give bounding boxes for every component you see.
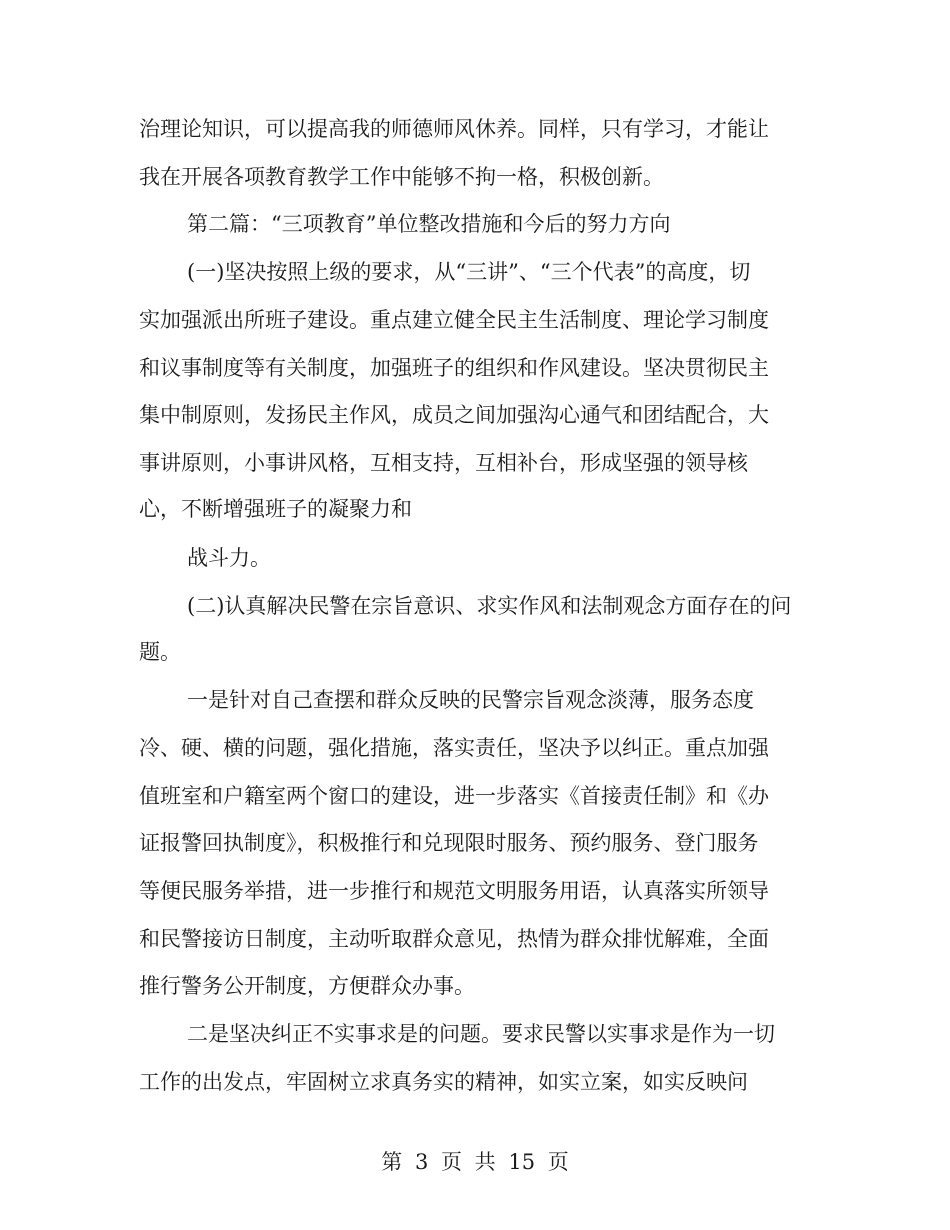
text-line: 一是针对自己查摆和群众反映的民警宗旨观念淡薄，服务态度: [187, 688, 754, 712]
text-line: 证报警回执制度》，积极推行和兑现限时服务、预约服务、登门服务: [139, 831, 759, 855]
text-line: 事讲原则，小事讲风格，互相支持，互相补台，形成坚强的领导核: [139, 451, 748, 475]
page-number: 第 3 页 共 15 页: [381, 1150, 569, 1174]
text-line: 二是坚决纠正不实事求是的问题。要求民警以实事求是作为一切: [187, 1022, 775, 1046]
text-line: 我在开展各项教育教学工作中能够不拘一格，积极创新。: [139, 165, 664, 189]
text-line: 值班室和户籍室两个窗口的建设，进一步落实《首接责任制》和《办: [139, 784, 769, 808]
text-line: 推行警务公开制度，方便群众办事。: [139, 974, 475, 998]
text-line: 等便民服务举措，进一步推行和规范文明服务用语，认真落实所领导: [139, 879, 769, 903]
text-line: 和议事制度等有关制度，加强班子的组织和作风建设。坚决贯彻民主: [139, 356, 769, 380]
text-line: 治理论知识，可以提高我的师德师风休养。同样，只有学习，才能让: [139, 117, 769, 141]
text-line: 集中制原则，发扬民主作风，成员之间加强沟心通气和团结配合，大: [139, 403, 769, 427]
text-line: 战斗力。: [187, 546, 271, 570]
section-heading: 第二篇：“三项教育”单位整改措施和今后的努力方向: [187, 212, 671, 236]
text-line: 冷、硬、横的问题，强化措施，落实责任，坚决予以纠正。重点加强: [139, 736, 769, 760]
text-line: 和民警接访日制度，主动听取群众意见，热情为群众排忧解难，全面: [139, 927, 769, 951]
text-line: 心，不断增强班子的凝聚力和: [139, 497, 412, 521]
text-line: 题。: [139, 640, 181, 664]
text-line: 实加强派出所班子建设。重点建立健全民主生活制度、理论学习制度: [139, 308, 769, 332]
text-line: 工作的出发点，牢固树立求真务实的精神，如实立案，如实反映问: [139, 1070, 748, 1094]
text-line: (一)坚决按照上级的要求，从“三讲”、“三个代表”的高度，切: [187, 260, 751, 284]
text-line: (二)认真解决民警在宗旨意识、求实作风和法制观念方面存在的问: [187, 594, 792, 618]
